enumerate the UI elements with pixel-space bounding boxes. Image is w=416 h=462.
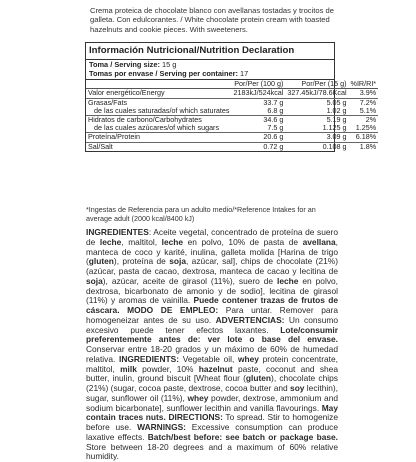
serving-size-label: Toma / Serving size: (89, 60, 160, 69)
serving-size-value: 15 g (161, 60, 177, 69)
header-ri: %IR/RI* (350, 79, 377, 89)
ingredient-run: ), proteína de (113, 256, 170, 267)
serving-info (86, 60, 334, 80)
ingredient-run: Excessive consumption can produce laxative effects. (86, 422, 339, 442)
ingredient-bold-run: hazelnut (198, 363, 233, 374)
ingredient-bold-run: Lote/consumir preferentemente antes de: ver lote o base del envase. (86, 324, 338, 345)
ingredient-run: powder, 10% (136, 363, 199, 374)
header-per-serving: Por/Per (15 g) (285, 80, 348, 89)
value-per-serving: 3.09 g (285, 133, 348, 142)
nutrient-label: Proteína/Protein (86, 133, 231, 142)
nutrient-label: Grasas/Fats (86, 98, 231, 107)
ingredient-bold-run: gluten (245, 373, 272, 384)
value-per-100g: 34.6 g (231, 116, 285, 125)
value-per-100g: 7.5 g (267, 123, 284, 133)
ingredient-run: paste, coconut and shea butter, inulin, ground biscuit [Wheat flour ( (86, 363, 338, 384)
value-per-100g: 0.72 g (231, 142, 285, 151)
nutrient-label: Valor energético/Energy (88, 88, 165, 98)
ingredient-run: Conservar entre 18-20 grados y un máximo de 60% de humedad relativa. (86, 344, 338, 364)
ingredient-run: Para untar. Remover para homogeneizar antes de su uso. (86, 305, 338, 325)
ingredient-bold-run: leche (161, 236, 184, 247)
ingredient-run: en polvo, dextrosa, bicarbonato de amonio y de sodio], lecitina de girasol (11%) y aromas de vainilla. (86, 275, 338, 306)
ingredient-bold-run: Puede contener trazas de frutos de cáscara. MODO DE EMPLEO: (86, 295, 338, 315)
product-description: Crema proteica de chocolate blanco con avellanas tostadas y trocitos de galleta. Con edulcorantes. / White chocolate protein cream with toasted hazelnuts and cookie pieces. With sweeteners. (90, 6, 334, 34)
ingredient-run: ), azúcar, aceite de girasol (11%), suero de (102, 275, 278, 286)
value-ri: 7.2% (349, 98, 379, 107)
ingredient-bold-run: leche (99, 236, 122, 247)
nutrition-table (85, 42, 377, 152)
ingredient-run: en polvo, 10% de pasta de (183, 236, 303, 247)
ingredient-run: , manteca de coco y karité, inulina, galleta molida [Harina de trigo ( (86, 236, 338, 267)
ingredient-run: lecithin), sugar, sunflower oil (11%), (86, 383, 338, 403)
nutrient-label: de las cuales azúcares/of which sugars (94, 123, 220, 133)
ingredient-bold-run: soja (86, 275, 103, 286)
value-ri: 2% (349, 116, 379, 125)
ingredient-bold-run: whey (187, 392, 209, 403)
ingredient-bold-run: avellana (302, 236, 336, 247)
nutrition-row (86, 89, 378, 98)
ingredient-run: Un consumo excesivo puede tener efectos laxantes. (86, 314, 338, 335)
value-ri: 1.8% (349, 142, 379, 151)
reference-intake-note: *Ingestas de Referencia para un adulto medio/*Reference Intakes for an average adult (2000 kcal/8400 kJ) (86, 205, 316, 223)
ingredient-run: , maltitol, (121, 236, 162, 247)
ingredient-bold-run: INGREDIENTES (86, 227, 149, 237)
ingredient-run: powder, dextrose, ammonium and sodium bicarbonate], sunflower lecithin and vanilla flavourings. (86, 392, 339, 413)
ingredient-run: Vegetable oil, (179, 353, 238, 364)
ingredient-run: : Aceite vegetal, concentrado de proteína de suero de (86, 227, 338, 247)
ingredients-english (86, 354, 338, 462)
nutrition-row (86, 133, 378, 142)
value-per-serving: 327.45kJ/78.6Kcal (287, 88, 347, 98)
value-ri: 5.1% (359, 105, 377, 115)
ingredient-run: protein concentrate, maltitol, (86, 353, 338, 374)
ingredient-run: ), chocolate chips (21%) (sugar, cocoa paste, dextrose, cocoa butter and (86, 373, 338, 393)
value-per-serving: 5.19 g (285, 116, 348, 125)
ingredient-bold-run: WARNINGS: (137, 422, 186, 432)
value-ri: 6.18% (349, 133, 379, 142)
value-per-serving: 0.108 g (285, 142, 348, 151)
ingredient-bold-run: soja (169, 256, 186, 267)
ingredient-bold-run: soy (290, 383, 305, 393)
nutrient-label: de las cuales saturadas/of which saturates (94, 105, 230, 115)
ingredient-bold-run: gluten (88, 256, 114, 267)
ingredient-bold-run: milk (120, 363, 137, 374)
value-per-serving: 1.02 g (326, 105, 347, 115)
ingredient-bold-run: leche (277, 275, 299, 286)
ingredient-bold-run: whey (238, 353, 259, 364)
value-per-serving: 5.05 g (285, 98, 348, 107)
value-per-100g: 33.7 g (231, 98, 285, 107)
nutrition-title: Información Nutricional/Nutrition Declaration (86, 43, 334, 60)
ingredients-spanish (86, 227, 338, 364)
nutrient-label: Sal/Salt (86, 142, 231, 151)
ingredients-text (86, 228, 338, 462)
value-per-100g: 20.6 g (231, 133, 285, 142)
ingredient-run: Store between 18-20 degrees and a maximum of 60% relative humidity. (86, 441, 338, 462)
value-per-100g: 2183kJ/524kcal (233, 88, 284, 98)
value-per-100g: 6.8 g (267, 105, 284, 115)
ingredient-run: , azúcar, sal], chips de chocolate (21%) (azúcar, pasta de cacao, dextrosa, manteca de cacao y lecitina de (86, 256, 338, 276)
ingredient-run: To spread. Stir to homogenize before use. (86, 412, 338, 432)
servings-per-container-label: Tomas por envase / Serving per container: (89, 68, 238, 78)
ingredient-bold-run: May contain traces nuts. DIRECTIONS: (86, 402, 338, 423)
value-per-serving: 1.125 g (322, 123, 347, 133)
ingredient-bold-run: INGREDIENTS: (115, 353, 180, 364)
servings-per-container-value: 17 (240, 68, 249, 78)
header-per-100g: Por/Per (100 g) (231, 80, 285, 89)
nutrient-label: Hidratos de carbono/Carbohydrates (86, 116, 231, 125)
ingredient-bold-run: Batch/best before: see batch or package base. (147, 431, 338, 442)
ingredient-bold-run: ADVERTENCIAS: (215, 314, 285, 325)
nutrition-values (86, 80, 378, 151)
servings-per-container-line (89, 70, 331, 79)
value-ri: 3.9% (359, 88, 377, 98)
nutrition-row (86, 142, 378, 151)
value-ri: 1.25% (355, 123, 377, 133)
